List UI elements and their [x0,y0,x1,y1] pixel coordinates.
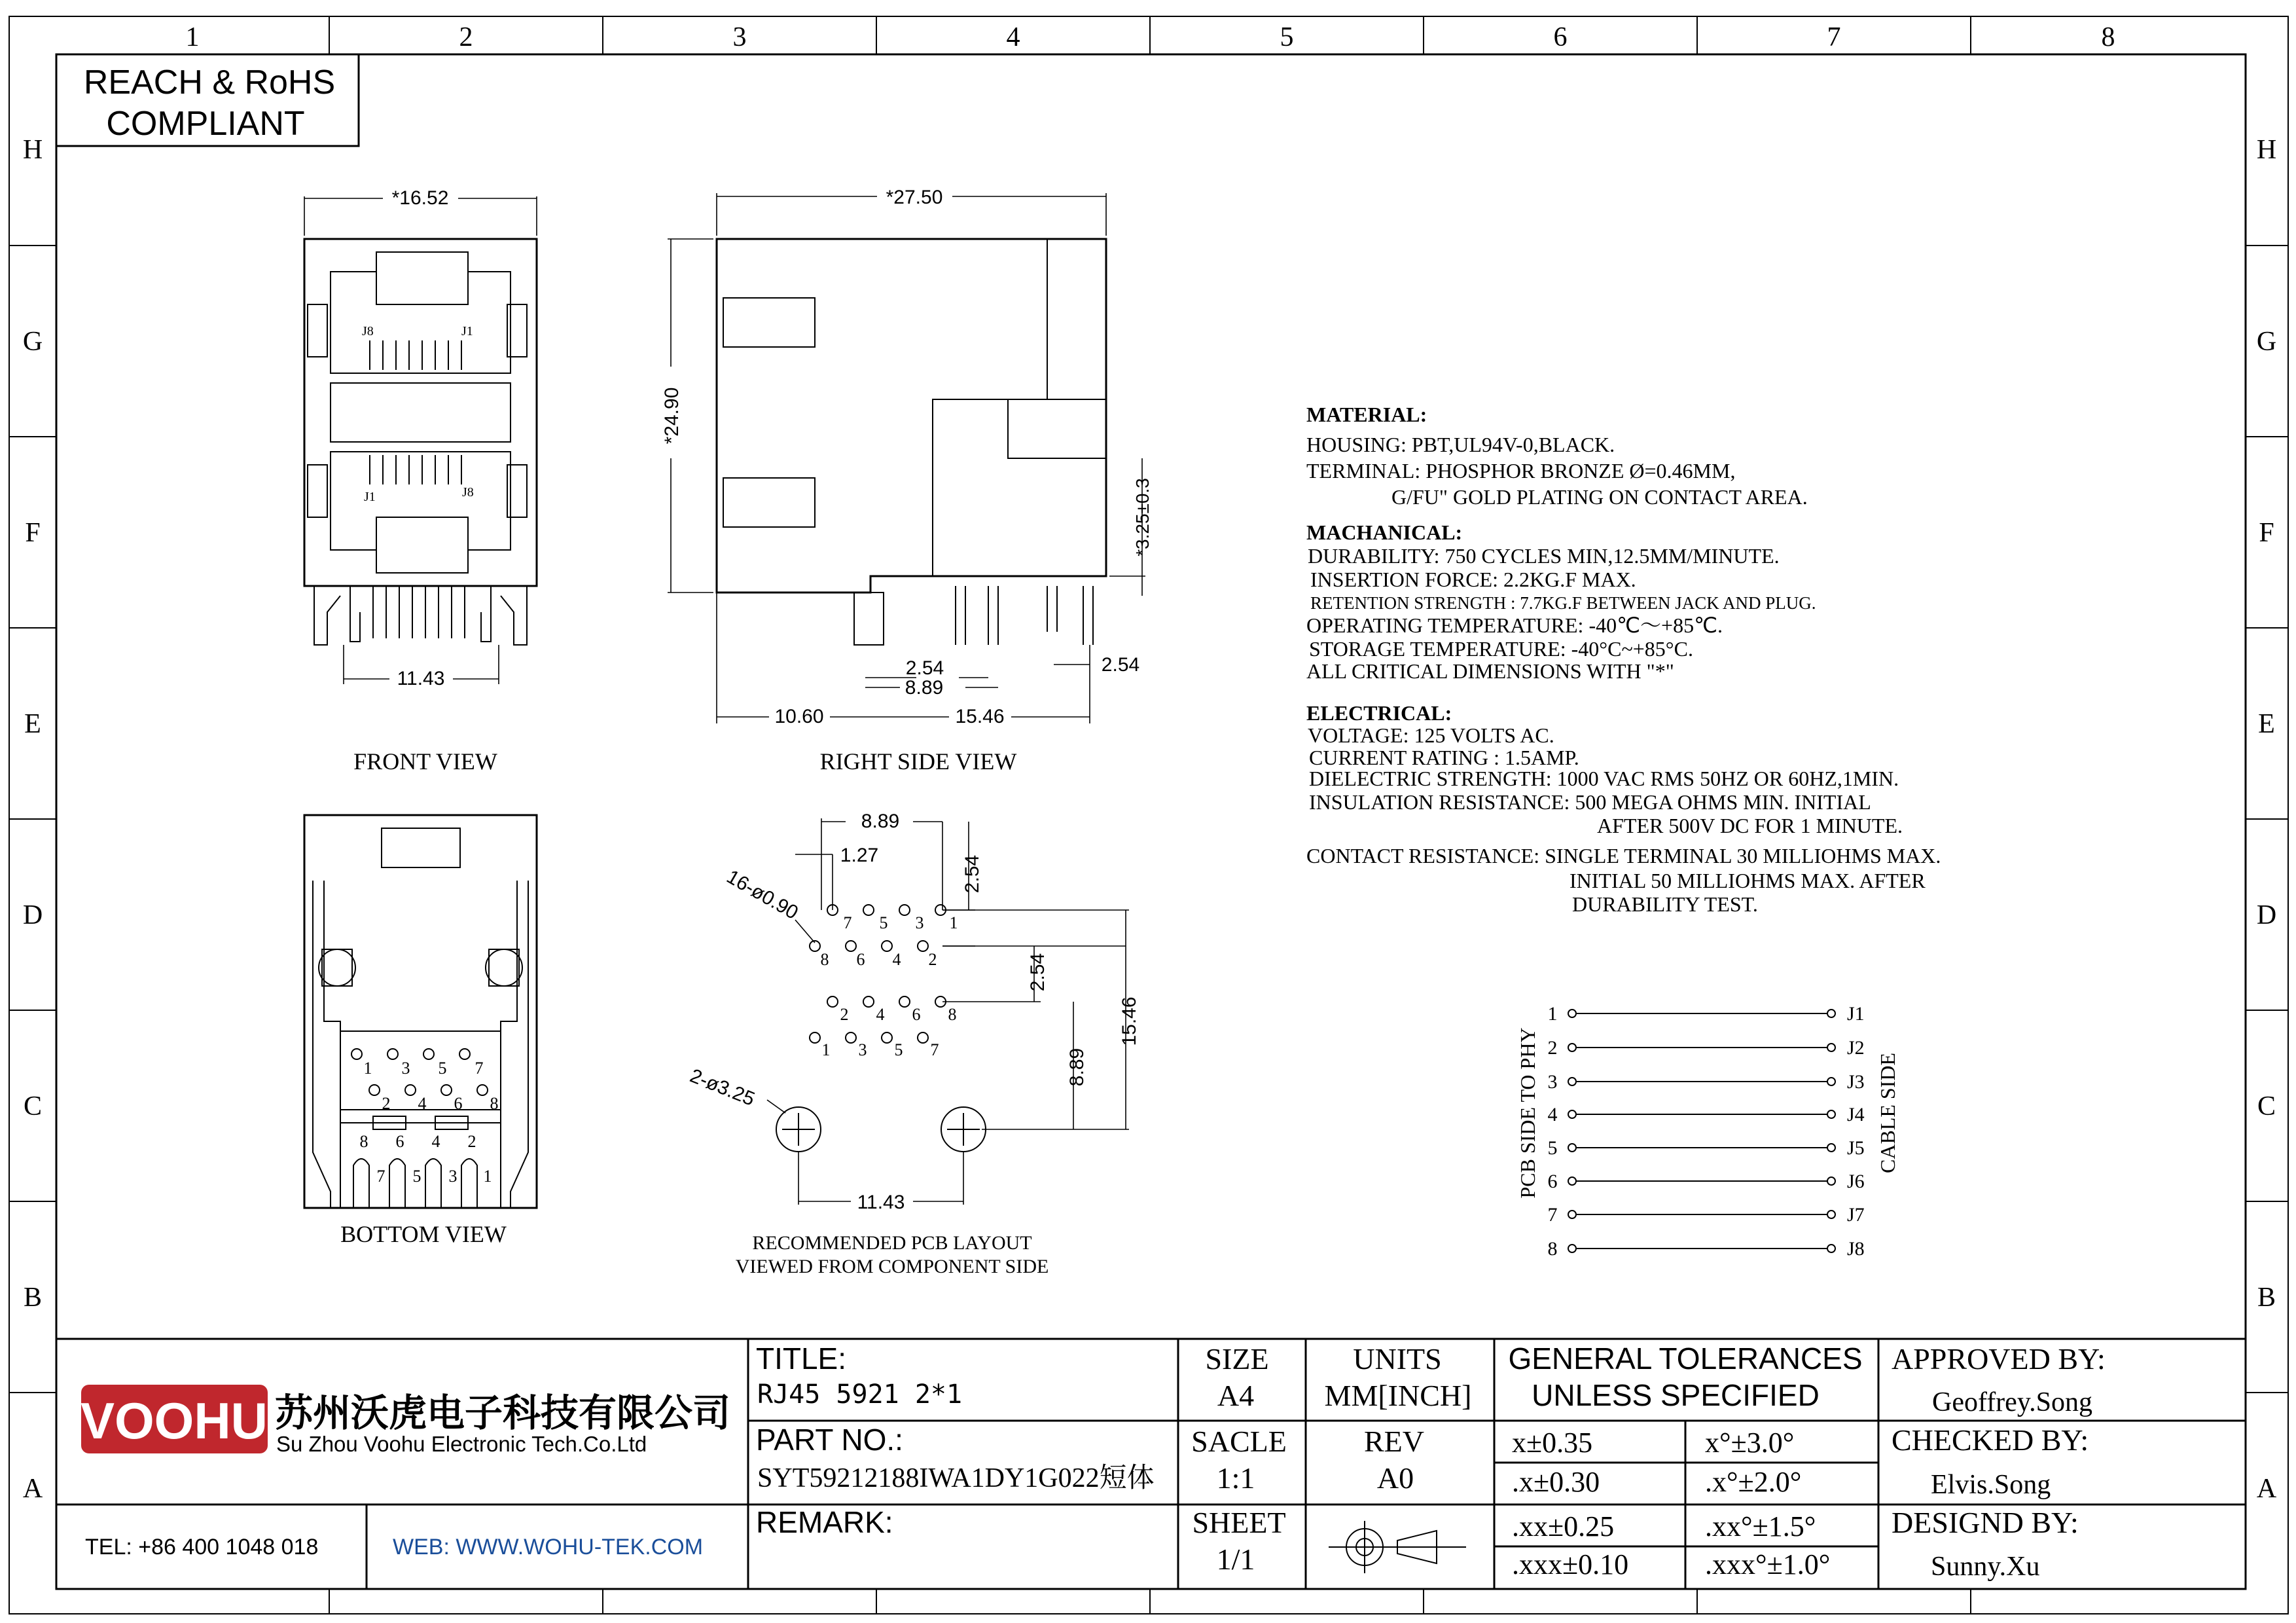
spec-line: RETENTION STRENGTH : 7.7KG.F BETWEEN JACK AND PLUG. [1310,593,1816,613]
row-label: E [2258,709,2275,739]
bottom-pin-label: 7 [376,1167,386,1186]
tolerance-angular: x°±3.0° [1705,1427,1795,1459]
schematic-left-pin: 5 [1547,1137,1558,1159]
schematic-right-pin: J2 [1847,1037,1865,1059]
col-label: 4 [1006,22,1020,52]
col-label: 7 [1827,22,1841,52]
bottom-pin-label: 8 [490,1094,499,1113]
material-title: MATERIAL: [1306,403,1427,426]
schematic-left-pin: 8 [1547,1238,1558,1260]
pcb-caption-line1: RECOMMENDED PCB LAYOUT [752,1232,1032,1254]
dim-pcb-127: 1.27 [840,845,879,866]
company-name-en: Su Zhou Voohu Electronic Tech.Co.Ltd [276,1432,647,1456]
pcb-pin-label: 8 [948,1005,957,1024]
pcb-pin-label: 3 [858,1040,867,1059]
col-label: 8 [2101,22,2115,52]
row-label: E [24,709,41,739]
tolerance-title-1: GENERAL TOLERANCES [1508,1341,1863,1376]
schematic-right-caption: CABLE SIDE [1876,1053,1899,1173]
rev-label: REV [1364,1425,1424,1458]
row-label: F [25,518,41,548]
logo-text: VOOHU [80,1392,268,1450]
part-label: PART NO.: [756,1423,903,1457]
schematic-left-caption: PCB SIDE TO PHY [1516,1027,1539,1199]
dim-pcb-254a: 2.54 [961,854,983,894]
title-block [56,1339,2246,1589]
front-view-caption: FRONT VIEW [353,748,497,775]
electrical-title: ELECTRICAL: [1306,701,1452,725]
part-value: SYT59212188IWA1DY1G022短体 [757,1463,1155,1493]
pcb-pin-label: 5 [879,913,888,932]
pcb-pin-label: 6 [856,950,865,969]
size-label: SIZE [1205,1342,1269,1376]
bottom-pin-label: 2 [467,1132,476,1151]
bottom-pin-label: 7 [475,1059,484,1078]
dim-side-pin: *3.25±0.3 [1132,478,1153,556]
front-view [304,187,537,775]
compliance-box [56,54,359,146]
pcb-pin-label: 2 [928,950,937,969]
schematic-right-pin: J5 [1847,1137,1865,1159]
schematic-left-pin: 1 [1547,1003,1558,1025]
tolerance-title-2: UNLESS SPECIFIED [1532,1378,1820,1412]
row-label: G [22,327,43,357]
title-value: RJ45 5921 2*1 [757,1379,963,1410]
bottom-pin-label: 8 [359,1132,368,1151]
design-label: DESIGND BY: [1892,1506,2079,1539]
dim-front-pitch: 11.43 [397,668,445,689]
tolerance-linear: .x±0.30 [1512,1466,1600,1498]
dim-side-889: 8.89 [905,677,944,699]
row-label: A [2256,1474,2277,1504]
bottom-view-caption: BOTTOM VIEW [340,1221,507,1247]
jack-label-j1-lower: J1 [364,490,376,504]
schematic-left-pin: 4 [1547,1104,1558,1125]
spec-line: G/FU" GOLD PLATING ON CONTACT AREA. [1391,485,1808,509]
tel: TEL: +86 400 1048 018 [85,1535,319,1559]
dim-side-1546: 15.46 [955,706,1005,727]
dim-pcb-holes: 16-ø0.90 [723,866,802,924]
dim-front-width: *16.52 [391,187,449,209]
spec-line: OPERATING TEMPERATURE: -40℃～+85℃. [1306,613,1723,637]
spec-line: CONTACT RESISTANCE: SINGLE TERMINAL 30 MILLIOHMS MAX. [1306,844,1941,867]
dim-pcb-big: 2-ø3.25 [687,1065,758,1110]
pcb-layout [687,811,1140,1277]
col-label: 1 [185,22,200,52]
checked-label: CHECKED BY: [1892,1423,2089,1457]
units-label: UNITS [1353,1342,1442,1376]
pcb-pin-label: 7 [930,1040,939,1059]
bottom-pin-label: 2 [382,1094,391,1113]
schematic-left-pin: 7 [1547,1204,1558,1226]
pcb-caption-line2: VIEWED FROM COMPONENT SIDE [735,1256,1049,1277]
dim-side-254a: 2.54 [905,657,944,679]
jack-label-j8: J8 [362,324,374,338]
pcb-pin-label: 7 [843,913,852,932]
bottom-pin-label: 1 [483,1167,492,1186]
title-label: TITLE: [756,1341,847,1376]
row-label: F [2259,518,2274,548]
spec-line: VOLTAGE: 125 VOLTS AC. [1308,723,1554,747]
scale-value: 1:1 [1216,1461,1255,1495]
bottom-pin-label: 4 [431,1132,440,1151]
dim-pcb-1546: 15.46 [1119,996,1140,1046]
bottom-pin-label: 6 [454,1094,463,1113]
dim-pcb-254b: 2.54 [1027,953,1049,992]
right-side-view [661,187,1153,775]
col-label: 2 [459,22,473,52]
tolerance-angular: .xx°±1.5° [1705,1510,1816,1542]
spec-line: DURABILITY: 750 CYCLES MIN,12.5MM/MINUTE. [1308,544,1780,568]
schematic-right-pin: J4 [1847,1104,1865,1125]
pcb-pin-label: 5 [894,1040,903,1059]
pcb-pin-label: 3 [915,913,924,932]
spec-line: AFTER 500V DC FOR 1 MINUTE. [1597,814,1903,837]
tolerance-linear: x±0.35 [1512,1427,1593,1459]
pin-schematic [1516,1003,1899,1260]
row-label: H [22,135,43,165]
web-link[interactable]: WEB: WWW.WOHU-TEK.COM [393,1535,704,1559]
spec-line: INSULATION RESISTANCE: 500 MEGA OHMS MIN. INITIAL [1309,790,1871,814]
col-label: 5 [1280,22,1294,52]
dim-side-1060: 10.60 [774,706,824,727]
approved-label: APPROVED BY: [1892,1342,2106,1376]
pcb-pin-label: 4 [876,1005,885,1024]
specifications [1306,403,1941,916]
size-value: A4 [1217,1379,1255,1412]
spec-line: INITIAL 50 MILLIOHMS MAX. AFTER [1570,869,1926,892]
mechanical-title: MACHANICAL: [1306,520,1463,544]
dim-side-height: *24.90 [661,387,683,445]
tolerance-linear: .xx±0.25 [1512,1510,1615,1542]
spec-line: INSERTION FORCE: 2.2KG.F MAX. [1310,568,1636,591]
schematic-right-pin: J7 [1847,1204,1865,1226]
pcb-pin-label: 1 [821,1040,831,1059]
bottom-pin-label: 3 [448,1167,457,1186]
dim-pcb-889: 8.89 [861,811,900,832]
spec-line: CURRENT RATING : 1.5AMP. [1309,746,1579,769]
spec-line: DURABILITY TEST. [1572,892,1758,916]
bottom-pin-label: 5 [412,1167,422,1186]
col-label: 3 [732,22,747,52]
schematic-left-pin: 6 [1547,1171,1558,1192]
spec-line: DIELECTRIC STRENGTH: 1000 VAC RMS 50HZ OR 60HZ,1MIN. [1309,767,1899,790]
col-label: 6 [1553,22,1568,52]
remark-label: REMARK: [756,1505,893,1539]
schematic-left-pin: 3 [1547,1071,1558,1093]
row-label: C [23,1091,43,1122]
tolerance-angular: .xxx°±1.0° [1705,1548,1831,1580]
schematic-right-pin: J3 [1847,1071,1865,1093]
spec-line: HOUSING: PBT,UL94V-0,BLACK. [1306,433,1615,456]
schematic-right-pin: J8 [1847,1238,1865,1260]
schematic-right-pin: J6 [1847,1171,1865,1192]
tolerance-angular: .x°±2.0° [1705,1466,1802,1498]
spec-line: ALL CRITICAL DIMENSIONS WITH "*" [1306,659,1674,683]
rev-value: A0 [1376,1461,1414,1495]
pcb-pin-label: 8 [820,950,829,969]
schematic-right-pin: J1 [1847,1003,1865,1025]
bottom-pin-label: 1 [363,1059,372,1078]
dim-side-width: *27.50 [886,187,943,208]
jack-label-j1: J1 [461,324,473,338]
compliance-line2: COMPLIANT [106,105,305,143]
pcb-pin-label: 1 [949,913,958,932]
bottom-view [304,815,537,1247]
dim-pcb-889b: 8.89 [1066,1048,1088,1087]
dim-pcb-1143: 11.43 [857,1192,905,1213]
bottom-pin-label: 6 [395,1132,404,1151]
jack-label-j8-lower: J8 [462,485,474,500]
approved-value: Geoffrey.Song [1932,1387,2092,1417]
sheet-label: SHEET [1192,1506,1286,1539]
side-view-caption: RIGHT SIDE VIEW [819,748,1017,775]
checked-value: Elvis.Song [1931,1470,2051,1500]
row-label: G [2256,327,2277,357]
company-name-cn: 苏州沃虎电子科技有限公司 [275,1392,731,1434]
row-label: A [22,1474,43,1504]
scale-label: SACLE [1191,1425,1287,1458]
pcb-pin-label: 6 [912,1005,921,1024]
bottom-pin-label: 3 [401,1059,410,1078]
bottom-pin-label: 4 [418,1094,427,1113]
projection-symbol [1329,1521,1466,1573]
design-value: Sunny.Xu [1931,1552,2040,1582]
row-label: D [2256,900,2277,930]
dim-side-254b: 2.54 [1101,654,1140,676]
row-label: C [2257,1091,2276,1122]
bottom-pin-label: 5 [438,1059,447,1078]
row-label: B [2257,1283,2276,1313]
spec-line: TERMINAL: PHOSPHOR BRONZE Ø=0.46MM, [1306,459,1736,483]
tolerance-linear: .xxx±0.10 [1512,1548,1629,1580]
sheet-value: 1/1 [1216,1542,1255,1576]
pcb-pin-label: 4 [892,950,901,969]
row-label: B [23,1283,43,1313]
row-label: H [2256,135,2277,165]
row-label: D [22,900,43,930]
schematic-left-pin: 2 [1547,1037,1558,1059]
spec-line: STORAGE TEMPERATURE: -40°C~+85°C. [1309,637,1693,661]
units-value: MM[INCH] [1324,1379,1472,1412]
compliance-line1: REACH & RoHS [83,64,336,101]
pcb-pin-label: 2 [840,1005,849,1024]
